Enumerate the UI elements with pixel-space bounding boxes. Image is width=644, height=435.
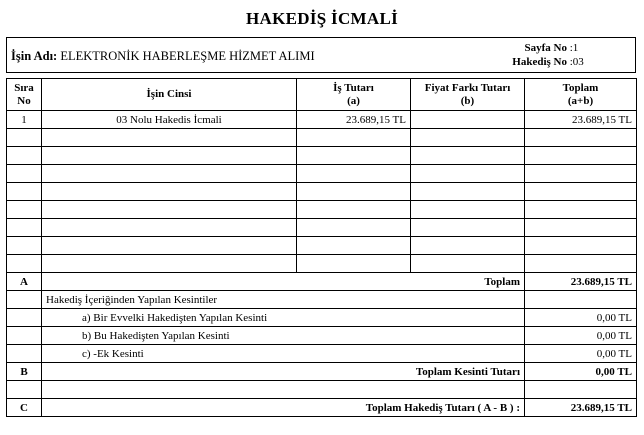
kesinti-label: c) -Ek Kesinti (42, 345, 525, 363)
empty-row (7, 201, 637, 219)
empty-row (7, 255, 637, 273)
row-toplam: 23.689,15 TL (525, 111, 637, 129)
section-b-value: 0,00 TL (525, 363, 637, 381)
sayfa-block (507, 41, 584, 69)
row-is-tutari: 23.689,15 TL (297, 111, 411, 129)
sayfa-no-label: Sayfa No (524, 42, 567, 54)
kesinti-value: 0,00 TL (525, 345, 637, 363)
sayfa-no-value: :1 (569, 42, 579, 54)
section-b-row (7, 363, 637, 381)
section-c-label: Toplam Hakediş Tutarı ( A - B ) : (42, 399, 525, 417)
isin-adi-value: ELEKTRONİK HABERLEŞME HİZMET ALIMI (60, 49, 315, 63)
empty-row (7, 381, 637, 399)
kesinti-value: 0,00 TL (525, 327, 637, 345)
kesinti-label: b) Bu Hakedişten Yapılan Kesinti (42, 327, 525, 345)
kesinti-label: a) Bir Evvelki Hakedişten Yapılan Kesinti (42, 309, 525, 327)
table-row (7, 111, 637, 129)
header-row (7, 79, 637, 111)
kesinti-value: 0,00 TL (525, 309, 637, 327)
section-b-label: Toplam Kesinti Tutarı (42, 363, 525, 381)
section-b-letter: B (7, 363, 42, 381)
header-isin-cinsi: İşin Cinsi (42, 79, 297, 111)
hakedis-no-value: :03 (569, 56, 584, 68)
kesinti-row (7, 345, 637, 363)
section-a-value: 23.689,15 TL (525, 273, 637, 291)
empty-row (7, 237, 637, 255)
empty-row (7, 219, 637, 237)
section-c-row (7, 399, 637, 417)
icmal-table (6, 78, 637, 417)
kesintiler-heading: Hakediş İçeriğinden Yapılan Kesintiler (42, 291, 525, 309)
isin-adi-row (11, 49, 315, 64)
document-title: HAKEDİŞ İCMALİ (245, 9, 399, 28)
header-sira: Sıra No (7, 79, 42, 111)
row-sira: 1 (7, 111, 42, 129)
empty-row (7, 147, 637, 165)
header-fiyat-farki: Fiyat Farkı Tutarı (b) (411, 79, 525, 111)
section-c-value: 23.689,15 TL (525, 399, 637, 417)
hakedis-no-label: Hakediş No (512, 56, 567, 68)
header-box (6, 37, 636, 73)
kesintiler-heading-row (7, 291, 637, 309)
section-c-letter: C (7, 399, 42, 417)
kesinti-row (7, 309, 637, 327)
row-cins: 03 Nolu Hakedis İcmali (42, 111, 297, 129)
row-fiyat-farki (411, 111, 525, 129)
section-a-letter: A (7, 273, 42, 291)
isin-adi-label: İşin Adı: (11, 49, 58, 63)
empty-row (7, 183, 637, 201)
header-is-tutari: İş Tutarı (a) (297, 79, 411, 111)
empty-row (7, 165, 637, 183)
header-toplam: Toplam (a+b) (525, 79, 637, 111)
section-a-label: Toplam (42, 273, 525, 291)
kesinti-row (7, 327, 637, 345)
empty-row (7, 129, 637, 147)
section-a-row (7, 273, 637, 291)
